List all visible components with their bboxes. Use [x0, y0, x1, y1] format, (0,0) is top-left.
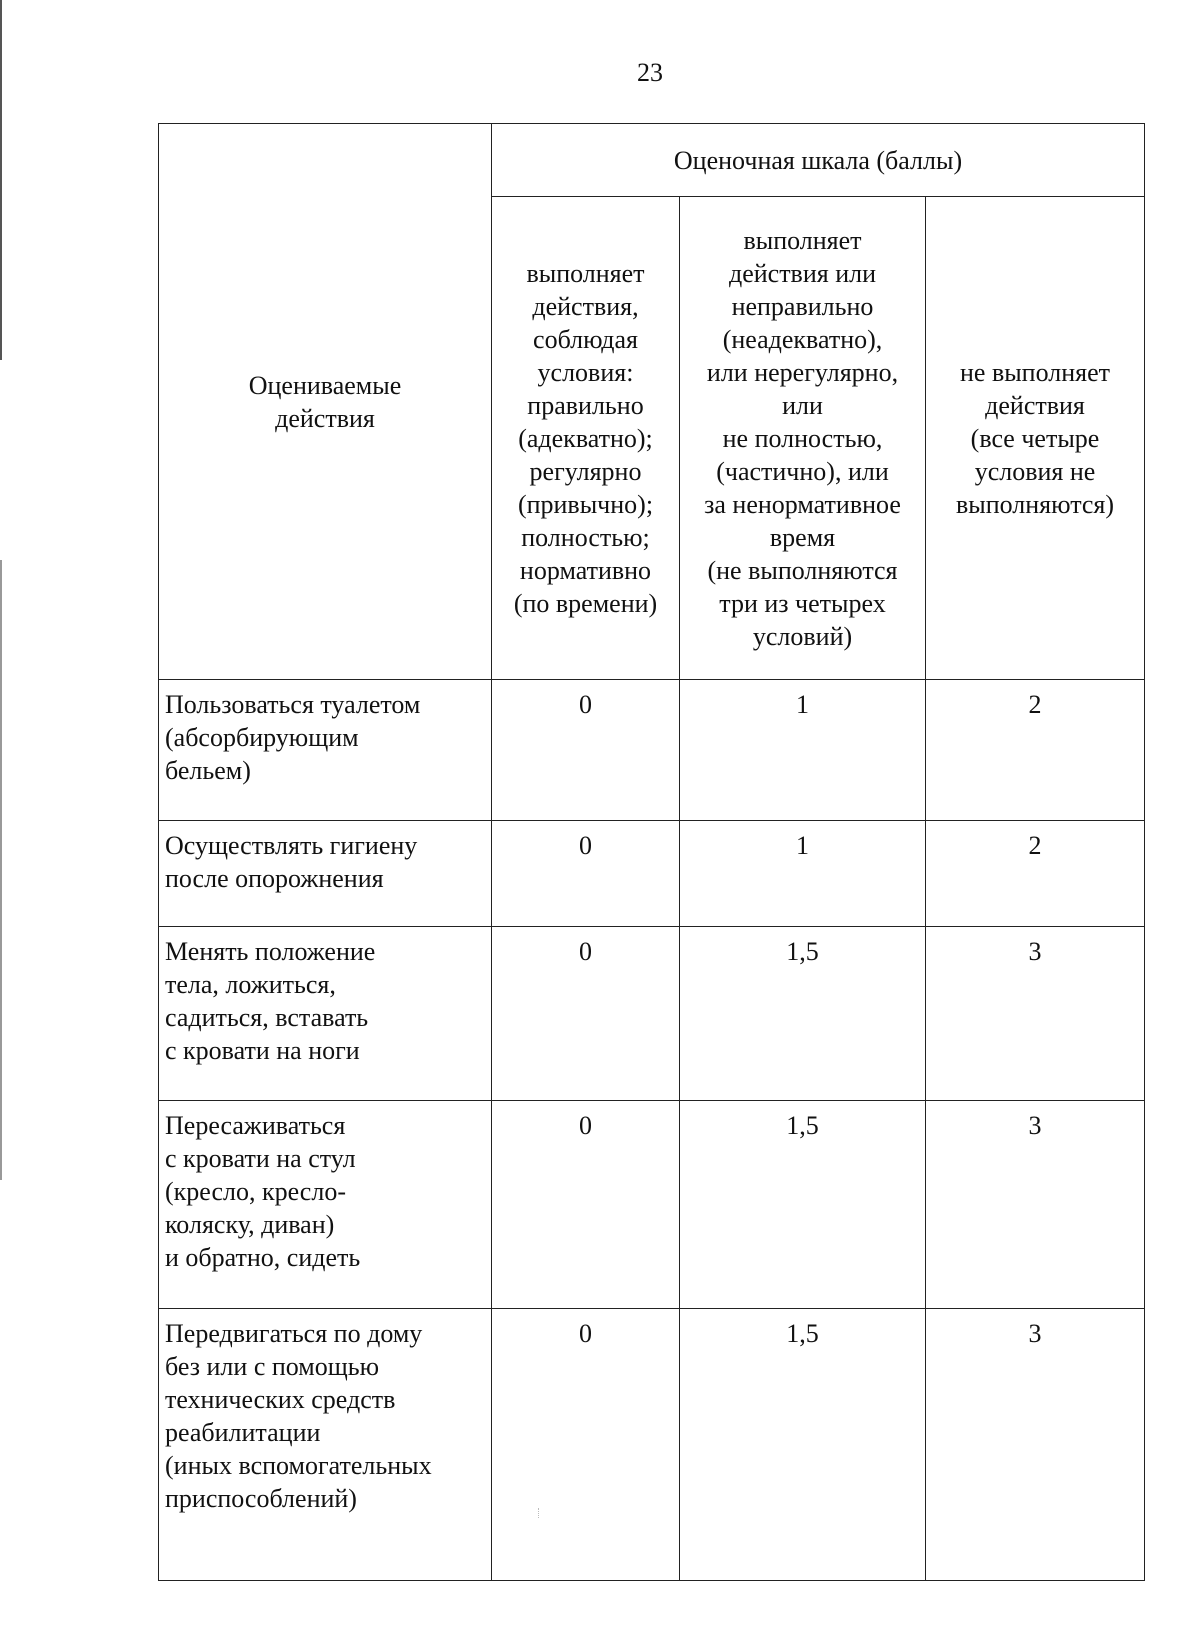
action-line: коляску, диван)	[165, 1210, 335, 1239]
action-line: реабилитации	[165, 1418, 321, 1447]
header-line: (все четыре	[970, 423, 1100, 453]
action-line: садиться, вставать	[165, 1003, 369, 1032]
table-row	[159, 927, 1145, 1101]
header-line: (по времени)	[513, 588, 658, 618]
header-line: или нерегулярно,	[706, 357, 899, 387]
score-cell: 1,5	[680, 927, 926, 1101]
header-line: выполняет	[526, 258, 645, 288]
header-line: действия или	[728, 258, 877, 288]
header-line: неправильно	[731, 291, 874, 321]
action-line: тела, ложиться,	[165, 970, 336, 999]
score-cell: 2	[926, 680, 1145, 821]
action-label	[159, 821, 492, 927]
score-cell: 0	[492, 1101, 680, 1309]
action-line: Пересаживаться	[165, 1111, 346, 1140]
header-line: или	[782, 390, 823, 420]
action-line: (иных вспомогательных	[165, 1451, 432, 1480]
action-line: и обратно, сидеть	[165, 1243, 361, 1272]
action-label	[159, 927, 492, 1101]
action-line: (абсорбирующим	[165, 723, 359, 752]
header-line: соблюдая	[533, 324, 638, 354]
header-actions-cell	[159, 124, 492, 680]
action-line: с кровати на ноги	[165, 1036, 360, 1065]
table-row	[159, 821, 1145, 927]
header-line: время	[769, 522, 836, 552]
score-cell: 3	[926, 1101, 1145, 1309]
scan-speck	[538, 1508, 541, 1518]
header-line: не выполняет	[959, 357, 1111, 387]
score-cell: 0	[492, 821, 680, 927]
header-column-score-max	[926, 197, 1145, 680]
action-line: Осуществлять гигиену	[165, 831, 418, 860]
score-cell: 3	[926, 927, 1145, 1101]
action-line: Менять положение	[165, 937, 376, 966]
action-line: без или с помощью	[165, 1352, 380, 1381]
header-line: не полностью,	[722, 423, 883, 453]
page-number: 23	[637, 58, 663, 87]
header-row	[159, 124, 1145, 197]
score-cell: 0	[492, 1309, 680, 1581]
assessment-scale-table	[158, 123, 1145, 1581]
score-cell: 1,5	[680, 1101, 926, 1309]
header-line: правильно	[527, 390, 644, 420]
score-cell: 0	[492, 927, 680, 1101]
scan-edge	[0, 0, 2, 360]
header-line: (частично), или	[716, 456, 889, 486]
action-label	[159, 680, 492, 821]
header-line: действия,	[532, 291, 639, 321]
action-line: технических средств	[165, 1385, 396, 1414]
header-line: (привычно);	[517, 489, 654, 519]
header-line: условия:	[537, 357, 634, 387]
action-line: (кресло, кресло-	[165, 1177, 346, 1206]
header-line: нормативно	[519, 555, 652, 585]
table-row	[159, 1101, 1145, 1309]
score-cell: 1	[680, 821, 926, 927]
header-actions-label: Оцениваемые	[248, 370, 402, 400]
header-column-score-partial	[680, 197, 926, 680]
action-label	[159, 1309, 492, 1581]
scan-edge	[0, 560, 2, 1180]
action-line: Передвигаться по дому	[165, 1319, 423, 1348]
header-line: выполняет	[743, 225, 862, 255]
score-cell: 0	[492, 680, 680, 821]
score-cell: 2	[926, 821, 1145, 927]
header-line: за ненормативное	[704, 489, 901, 519]
header-actions-label: действия	[275, 403, 375, 433]
header-line: три из четырех	[719, 588, 886, 618]
header-line: действия	[985, 390, 1085, 420]
table-row	[159, 680, 1145, 821]
score-cell: 1,5	[680, 1309, 926, 1581]
table-row	[159, 1309, 1145, 1581]
action-line: приспособлений)	[165, 1484, 357, 1513]
score-cell: 3	[926, 1309, 1145, 1581]
header-line: полностью;	[521, 522, 650, 552]
action-line: Пользоваться туалетом	[165, 690, 421, 719]
action-line: после опорожнения	[165, 864, 384, 893]
header-line: выполняются)	[955, 489, 1115, 519]
action-label	[159, 1101, 492, 1309]
header-line: (не выполняются	[707, 555, 898, 585]
header-line: условий)	[752, 621, 853, 651]
action-line: с кровати на стул	[165, 1144, 356, 1173]
header-column-score-0	[492, 197, 680, 680]
score-cell: 1	[680, 680, 926, 821]
header-line: (адекватно);	[518, 423, 653, 453]
header-scale-title: Оценочная шкала (баллы)	[492, 124, 1145, 197]
header-line: условия не	[974, 456, 1096, 486]
header-line: регулярно	[529, 456, 642, 486]
action-line: бельем)	[165, 756, 251, 785]
header-line: (неадекватно),	[722, 324, 883, 354]
